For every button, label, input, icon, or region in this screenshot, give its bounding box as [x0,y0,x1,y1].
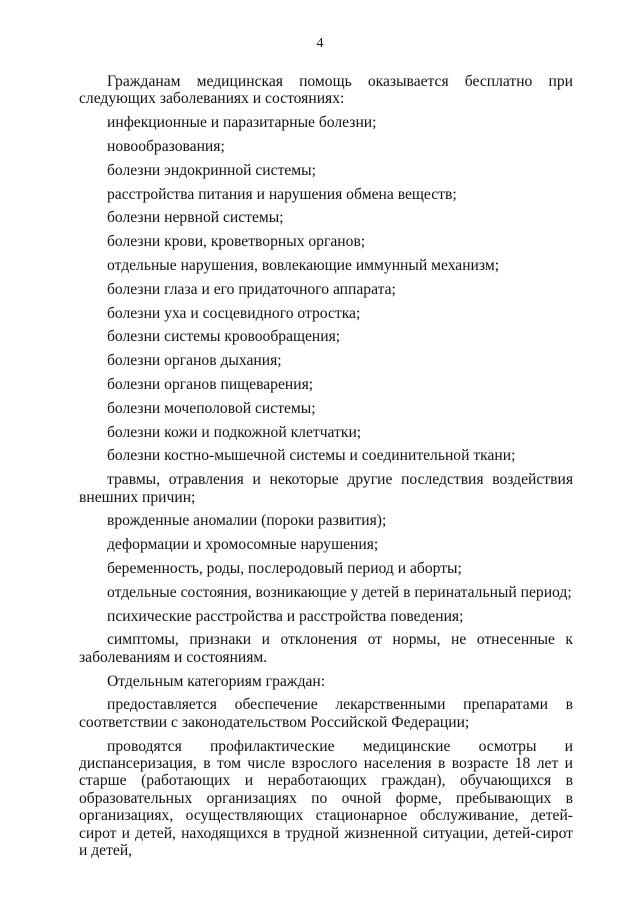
list-item: инфекционные и паразитарные болезни; [107,114,377,132]
section-lead-paragraph: Отдельным категориям граждан: [107,672,326,690]
list-item: болезни эндокринной системы; [107,161,316,179]
body-paragraph: предоставляется обеспечение лекарственными препаратами в соответствии с законодательством Российской Федерации; [79,696,573,731]
list-item: болезни нервной системы; [107,209,284,227]
list-item: отдельные состояния, возникающие у детей в перинатальный период; [107,583,572,601]
page-number: 4 [316,36,324,51]
list-item: расстройства питания и нарушения обмена веществ; [107,185,457,203]
list-item: новообразования; [107,138,225,155]
list-item: болезни мочеполовой системы; [107,399,316,417]
body-paragraph: проводятся профилактические медицинские осмотры и диспансеризация, в том числе взрослого населения в возрасте 18 лет и старше (работающих и неработающих граждан), обучающихся в образовательных организациях по очной форме, пребывающих в организациях, осуществляющих стационарное обслуживание, детей-сирот и детей, находящихся в трудной жизненной ситуации, детей-сирот и детей, [79,737,573,859]
list-item: беременность, роды, послеродовый период и аборты; [107,559,462,577]
document-body [79,73,573,866]
list-item: психические расстройства и расстройства поведения; [107,607,464,625]
list-item: болезни уха и сосцевидного отростка; [107,304,361,322]
list-item: деформации и хромосомные нарушения; [107,536,379,554]
list-item: болезни крови, кроветворных органов; [107,233,366,251]
list-item: болезни системы кровообращения; [107,328,341,346]
list-item: болезни костно-мышечной системы и соединительной ткани; [107,447,516,465]
intro-paragraph: Гражданам медицинская помощь оказывается бесплатно при следующих заболеваниях и состояниях: [79,73,573,108]
list-item: симптомы, признаки и отклонения от нормы, не отнесенные к заболеваниям и состояниям. [79,631,573,666]
list-item: болезни глаза и его придаточного аппарата; [107,280,396,298]
list-item: болезни кожи и подкожной клетчатки; [107,423,362,441]
list-item: отдельные нарушения, вовлекающие иммунный механизм; [107,256,500,274]
list-item: болезни органов пищеварения; [107,375,314,393]
list-item: врожденные аномалии (пороки развития); [107,512,387,530]
list-item: болезни органов дыхания; [107,352,282,370]
list-item: травмы, отравления и некоторые другие последствия воздействия внешних причин; [79,471,573,506]
